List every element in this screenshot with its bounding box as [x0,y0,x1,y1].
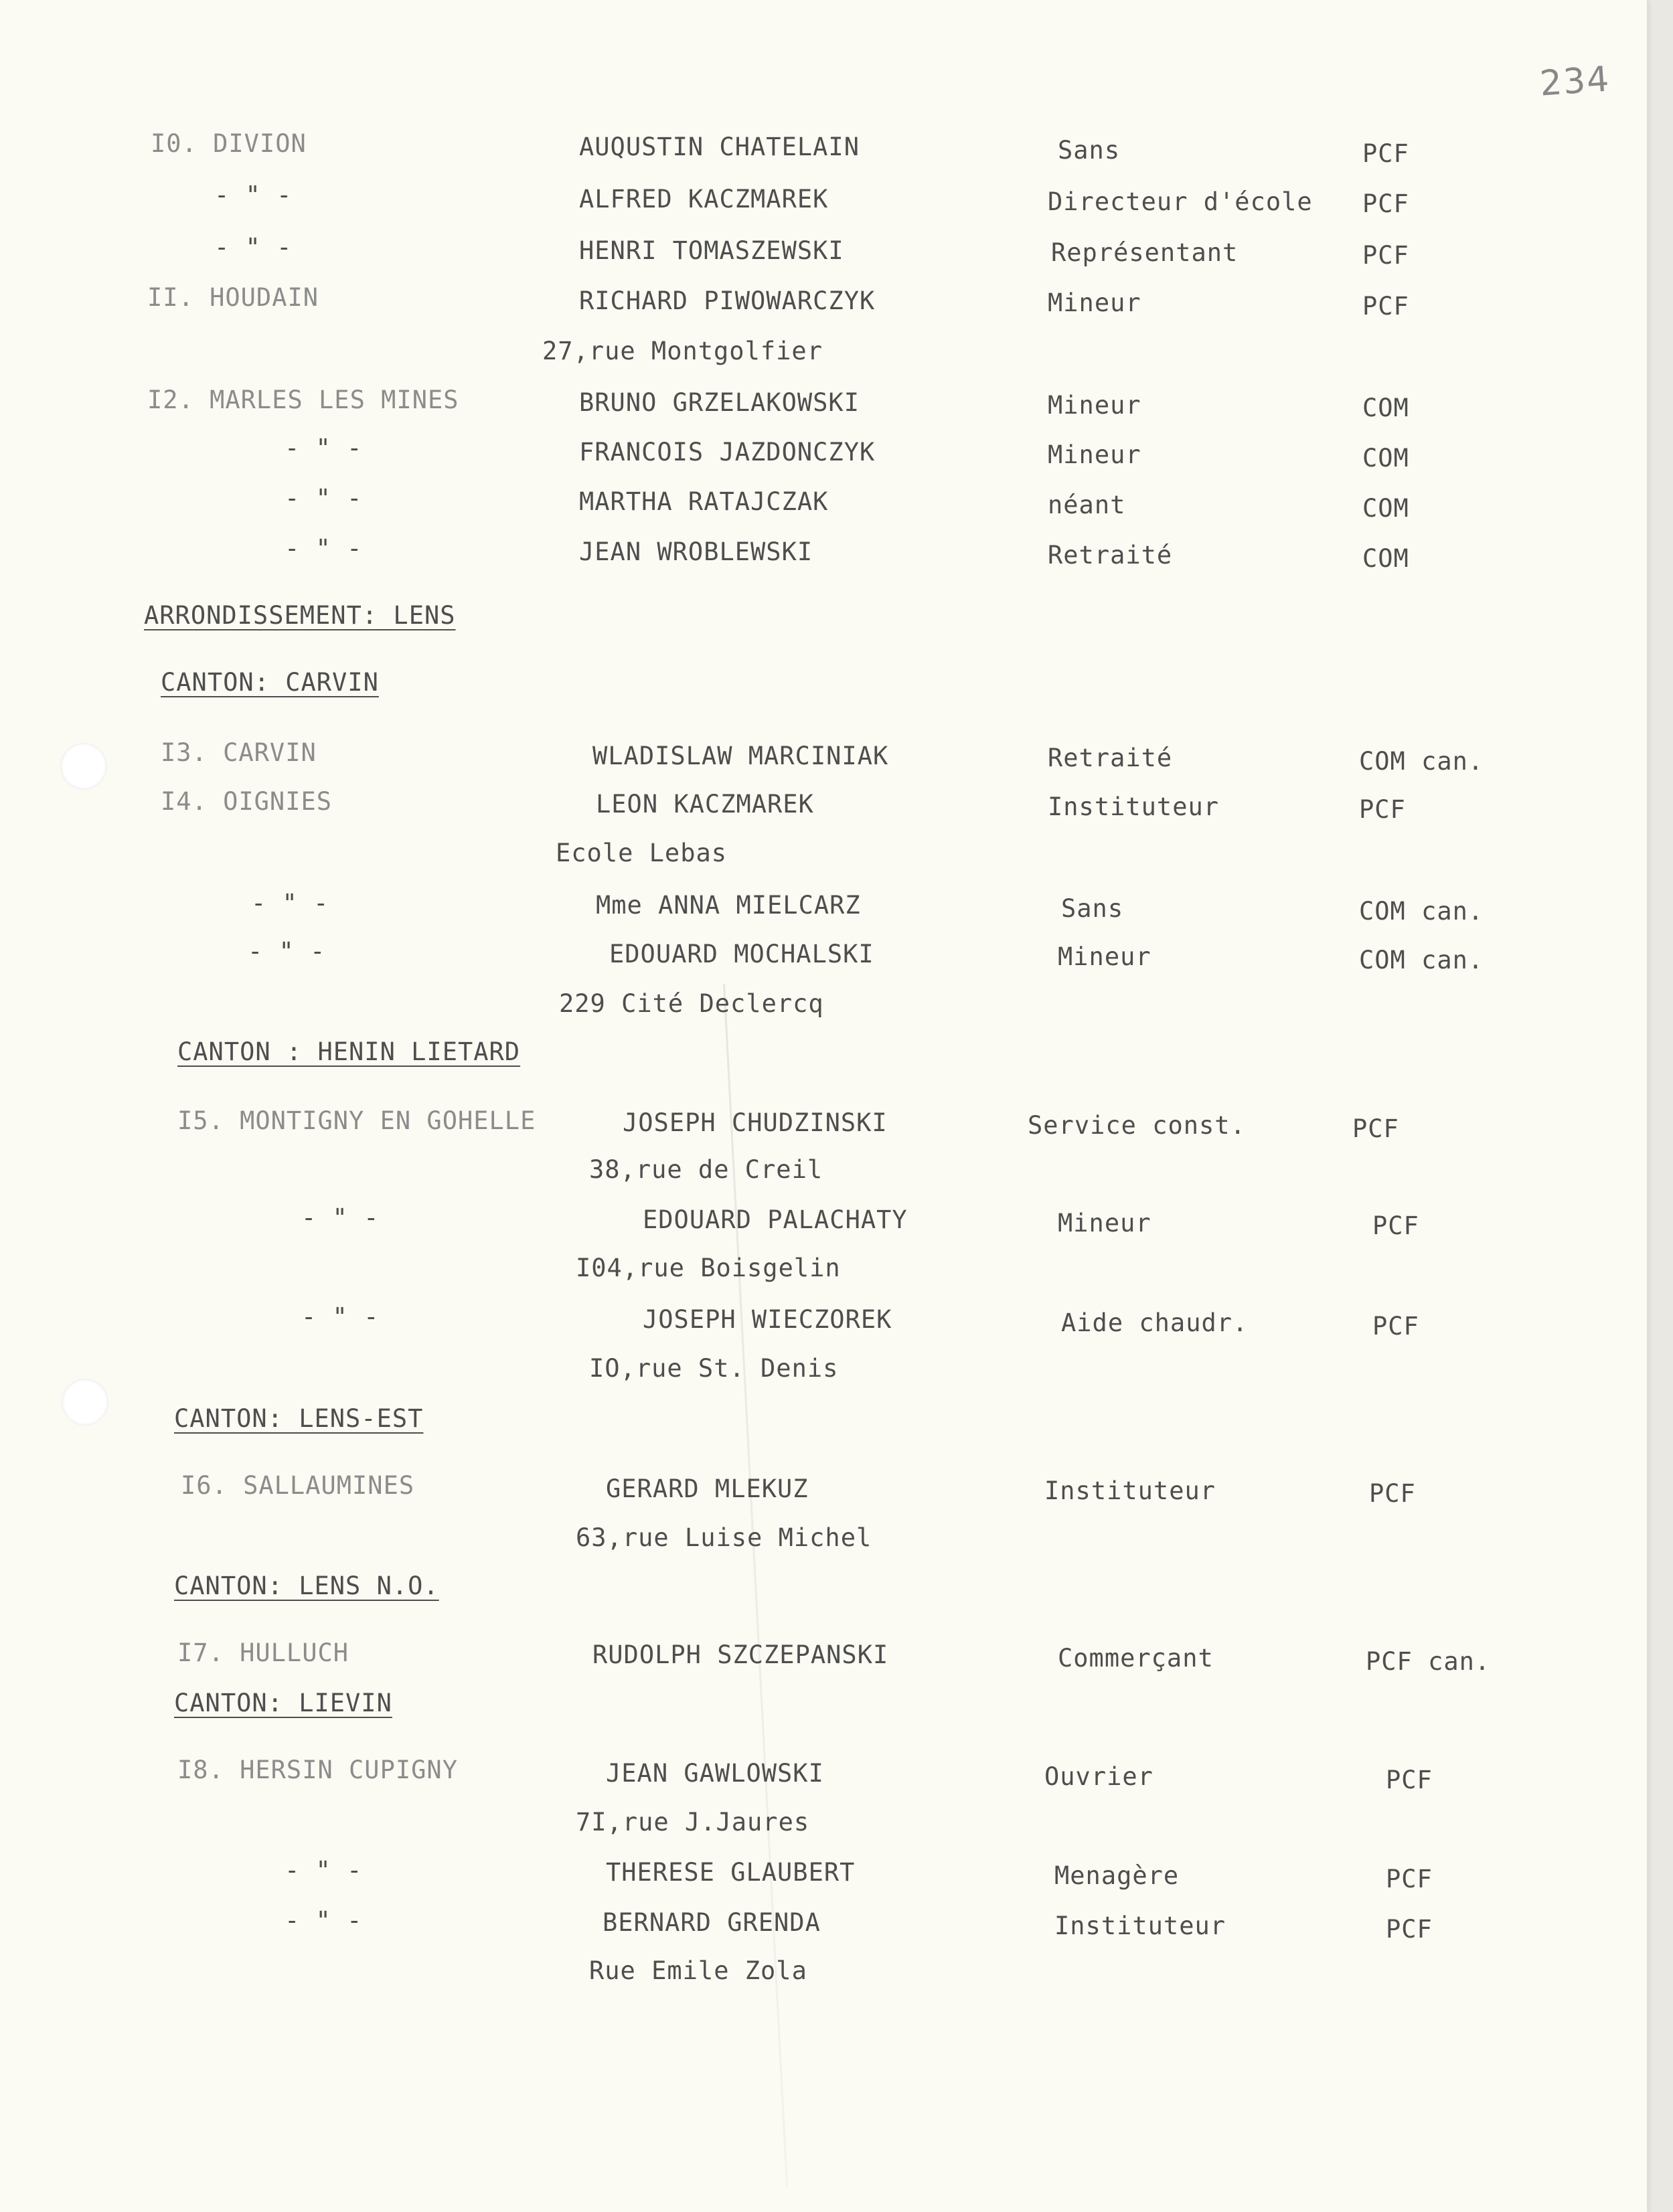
address: 7I,rue J.Jaures [576,1808,810,1837]
commune-number: I3. CARVIN [161,738,317,767]
occupation: Service const. [1028,1111,1246,1140]
person-name: Mme ANNA MIELCARZ [596,891,861,920]
person-name: GERARD MLEKUZ [606,1474,809,1503]
party: PCF can. [1366,1647,1491,1676]
party: PCF [1372,1312,1419,1341]
party: COM [1362,494,1409,523]
party: COM can. [1359,946,1484,974]
person-name: EDOUARD PALACHATY [643,1205,908,1234]
address: 63,rue Luise Michel [576,1523,872,1552]
party: COM [1362,444,1409,473]
person-name: HENRI TOMASZEWSKI [579,236,844,265]
person-name: MARTHA RATAJCZAK [579,487,829,516]
person-name: JOSEPH CHUDZINSKI [623,1108,888,1137]
party: COM [1362,544,1409,573]
person-name: WLADISLAW MARCINIAK [592,742,889,770]
ditto-mark: - " - [301,1302,380,1331]
party: PCF [1362,139,1409,168]
address: 229 Cité Declercq [559,989,824,1018]
party: PCF [1362,189,1409,218]
address: 27,rue Montgolfier [542,337,823,365]
party: PCF [1359,795,1406,824]
party: PCF [1372,1211,1419,1240]
commune-number: I5. MONTIGNY EN GOHELLE [177,1106,536,1135]
commune-number: I4. OIGNIES [161,787,333,816]
occupation: Aide chaudr. [1061,1308,1249,1337]
occupation: Représentant [1051,238,1239,267]
person-name: BERNARD GRENDA [603,1908,821,1937]
ditto-mark: - " - [248,937,326,966]
commune-number: I0. DIVION [151,129,307,158]
occupation: Sans [1061,894,1124,923]
occupation: Instituteur [1044,1476,1216,1505]
party: PCF [1386,1766,1433,1794]
person-name: LEON KACZMAREK [596,790,814,819]
occupation: Menagère [1054,1861,1180,1890]
commune-number: I6. SALLAUMINES [181,1471,415,1500]
party: PCF [1386,1915,1433,1944]
ditto-mark: - " - [285,1856,363,1885]
person-name: ALFRED KACZMAREK [579,185,829,214]
canton-heading: CANTON: LENS N.O. [174,1571,439,1600]
person-name: RUDOLPH SZCZEPANSKI [592,1640,889,1669]
canton-heading: CANTON: LIEVIN [174,1689,392,1717]
commune-number: I8. HERSIN CUPIGNY [177,1756,458,1784]
canton-heading: CANTON : HENIN LIETARD [177,1037,521,1066]
punch-hole [62,1379,108,1426]
occupation: Commerçant [1058,1644,1214,1673]
person-name: JOSEPH WIECZOREK [643,1305,892,1334]
canton-heading: CANTON: CARVIN [161,668,379,697]
ditto-mark: - " - [214,181,293,209]
ditto-mark: - " - [285,484,363,513]
person-name: AUQUSTIN CHATELAIN [579,133,860,161]
commune-number: II. HOUDAIN [147,283,319,312]
ditto-mark: - " - [285,434,363,462]
canton-heading: CANTON: LENS-EST [174,1404,424,1433]
occupation: Instituteur [1054,1911,1226,1940]
address: 38,rue de Creil [589,1155,823,1184]
address: IO,rue St. Denis [589,1354,839,1383]
occupation: Retraité [1048,541,1173,570]
party: PCF [1369,1479,1416,1508]
occupation: Mineur [1048,288,1141,317]
address: Rue Emile Zola [589,1956,807,1985]
address: I04,rue Boisgelin [576,1254,841,1282]
ditto-mark: - " - [251,889,329,918]
person-name: BRUNO GRZELAKOWSKI [579,388,860,417]
occupation: Mineur [1058,1209,1151,1238]
occupation: Ouvrier [1044,1762,1153,1791]
person-name: FRANCOIS JAZDONCZYK [579,438,876,466]
party: PCF [1386,1865,1433,1893]
occupation: Mineur [1058,942,1151,971]
punch-hole [60,743,107,790]
party: PCF [1362,292,1409,321]
ditto-mark: - " - [285,534,363,563]
occupation: Sans [1058,136,1121,165]
person-name: RICHARD PIWOWARCZYK [579,286,876,315]
party: COM [1362,394,1409,422]
section-heading-arrondissement: ARRONDISSEMENT: LENS [144,601,456,630]
party: PCF [1362,241,1409,270]
person-name: JEAN WROBLEWSKI [579,537,813,566]
person-name: EDOUARD MOCHALSKI [609,940,874,968]
commune-number: I2. MARLES LES MINES [147,386,459,414]
occupation: Instituteur [1048,792,1220,821]
occupation: Mineur [1048,440,1141,469]
occupation: Directeur d'école [1048,187,1313,216]
ditto-mark: - " - [285,1906,363,1935]
commune-number: I7. HULLUCH [177,1638,349,1667]
occupation: Mineur [1048,391,1141,420]
address: Ecole Lebas [556,839,728,867]
ditto-mark: - " - [214,233,293,262]
person-name: JEAN GAWLOWSKI [606,1759,824,1788]
party: COM can. [1359,747,1484,776]
page-number: 234 [1538,59,1612,104]
occupation: néant [1048,491,1126,519]
party: COM can. [1359,897,1484,926]
occupation: Retraité [1048,744,1173,772]
ditto-mark: - " - [301,1203,380,1232]
party: PCF [1352,1114,1399,1143]
person-name: THERESE GLAUBERT [606,1858,856,1887]
